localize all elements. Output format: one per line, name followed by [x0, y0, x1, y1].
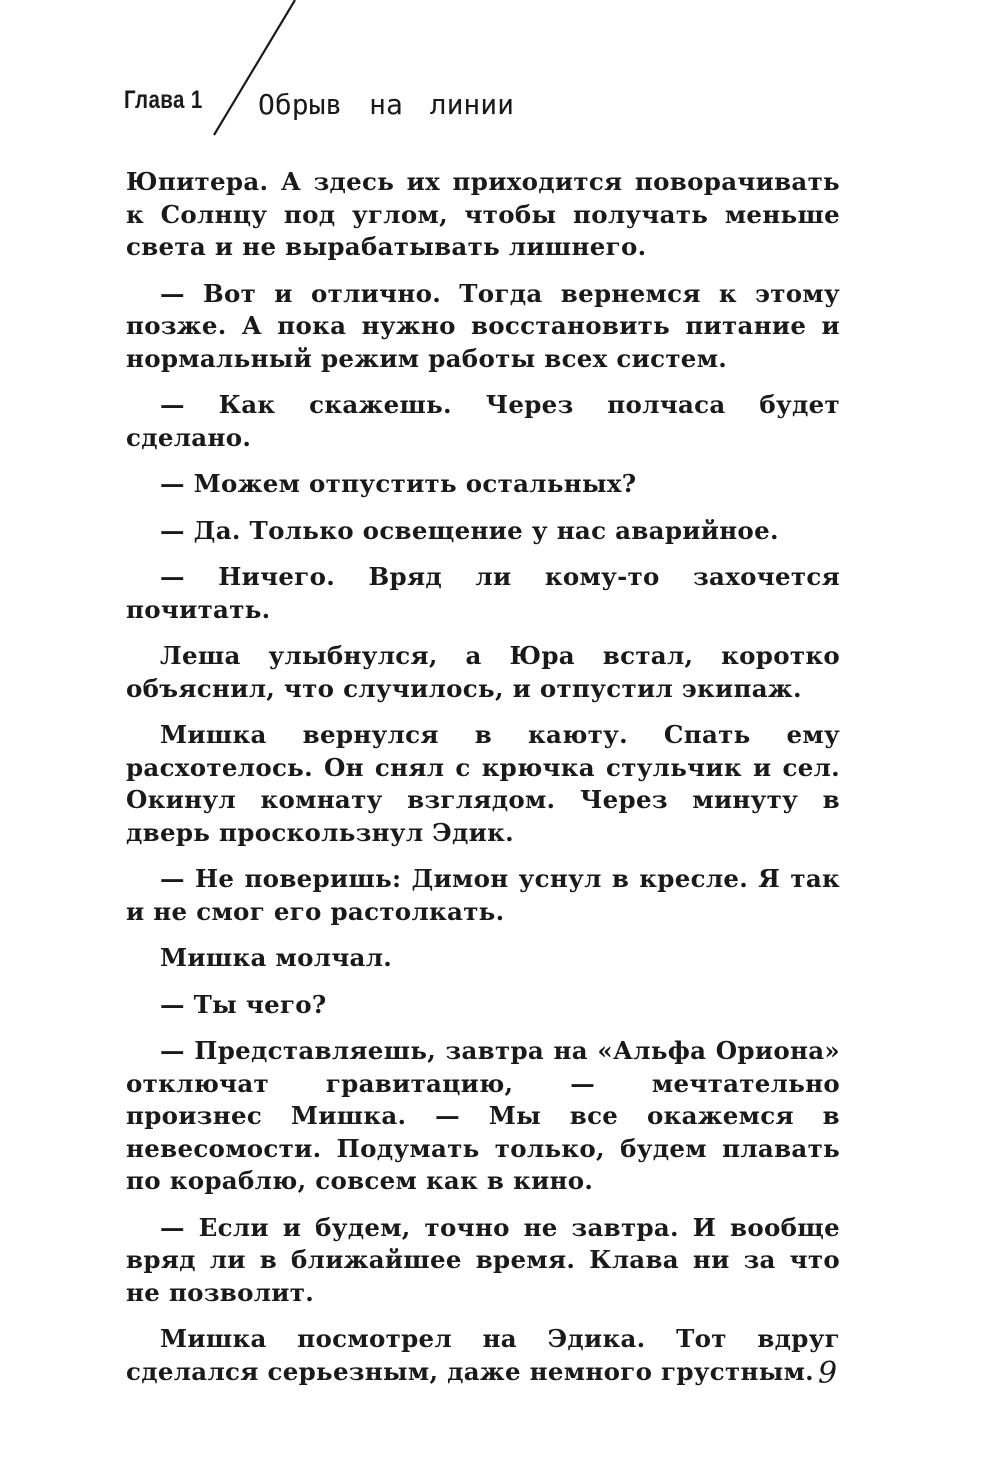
paragraph: — Если и будем, точно не завтра. И вообще вряд ли в ближайшее время. Клава ни за что не позволит.	[126, 1212, 840, 1307]
chapter-title: Обрыв на линии	[258, 88, 515, 121]
paragraph: — Вот и отлично. Тогда вернемся к этому позже. А пока нужно восстановить питание и нормальный режим работы всех систем.	[126, 278, 840, 373]
paragraph: Леша улыбнулся, а Юра встал, коротко объяснил, что случилось, и отпустил экипаж.	[126, 641, 840, 703]
paragraph: Мишка молчал.	[160, 943, 393, 972]
paragraph: — Как скажешь. Через полчаса будет сделано.	[126, 390, 840, 452]
body-text	[126, 166, 840, 1402]
paragraph: Мишка посмотрел на Эдика. Тот вдруг сделался серьезным, даже немного грустным.	[126, 1324, 840, 1386]
paragraph: Мишка вернулся в каюту. Спать ему расхотелось. Он снял с крючка стульчик и сел. Окинул комнату взглядом. Через минуту в дверь проскользнул Эдик.	[126, 720, 840, 847]
paragraph: — Ты чего?	[160, 989, 327, 1019]
chapter-label: Глава 1	[124, 86, 203, 114]
paragraph: Юпитера. А здесь их приходится поворачивать к Солнцу под углом, чтобы получать меньше света и не вырабатывать лишнего.	[126, 167, 840, 261]
paragraph: — Представляешь, завтра на «Альфа Ориона» отключат гравитацию, — мечтательно произнес Мишка. — Мы все окажемся в невесомости. Подумать только, будем плавать по кораблю, совсем как в кино.	[126, 1036, 840, 1195]
paragraph: — Можем отпустить остальных?	[160, 469, 637, 498]
page-number: 9	[818, 1356, 838, 1391]
paragraph: — Не поверишь: Димон уснул в кресле. Я так и не смог его растолкать.	[126, 864, 840, 926]
paragraph: — Да. Только освещение у нас аварийное.	[160, 515, 779, 545]
paragraph: — Ничего. Вряд ли кому-то захочется почитать.	[126, 562, 840, 624]
header-divider-slash	[200, 0, 310, 150]
